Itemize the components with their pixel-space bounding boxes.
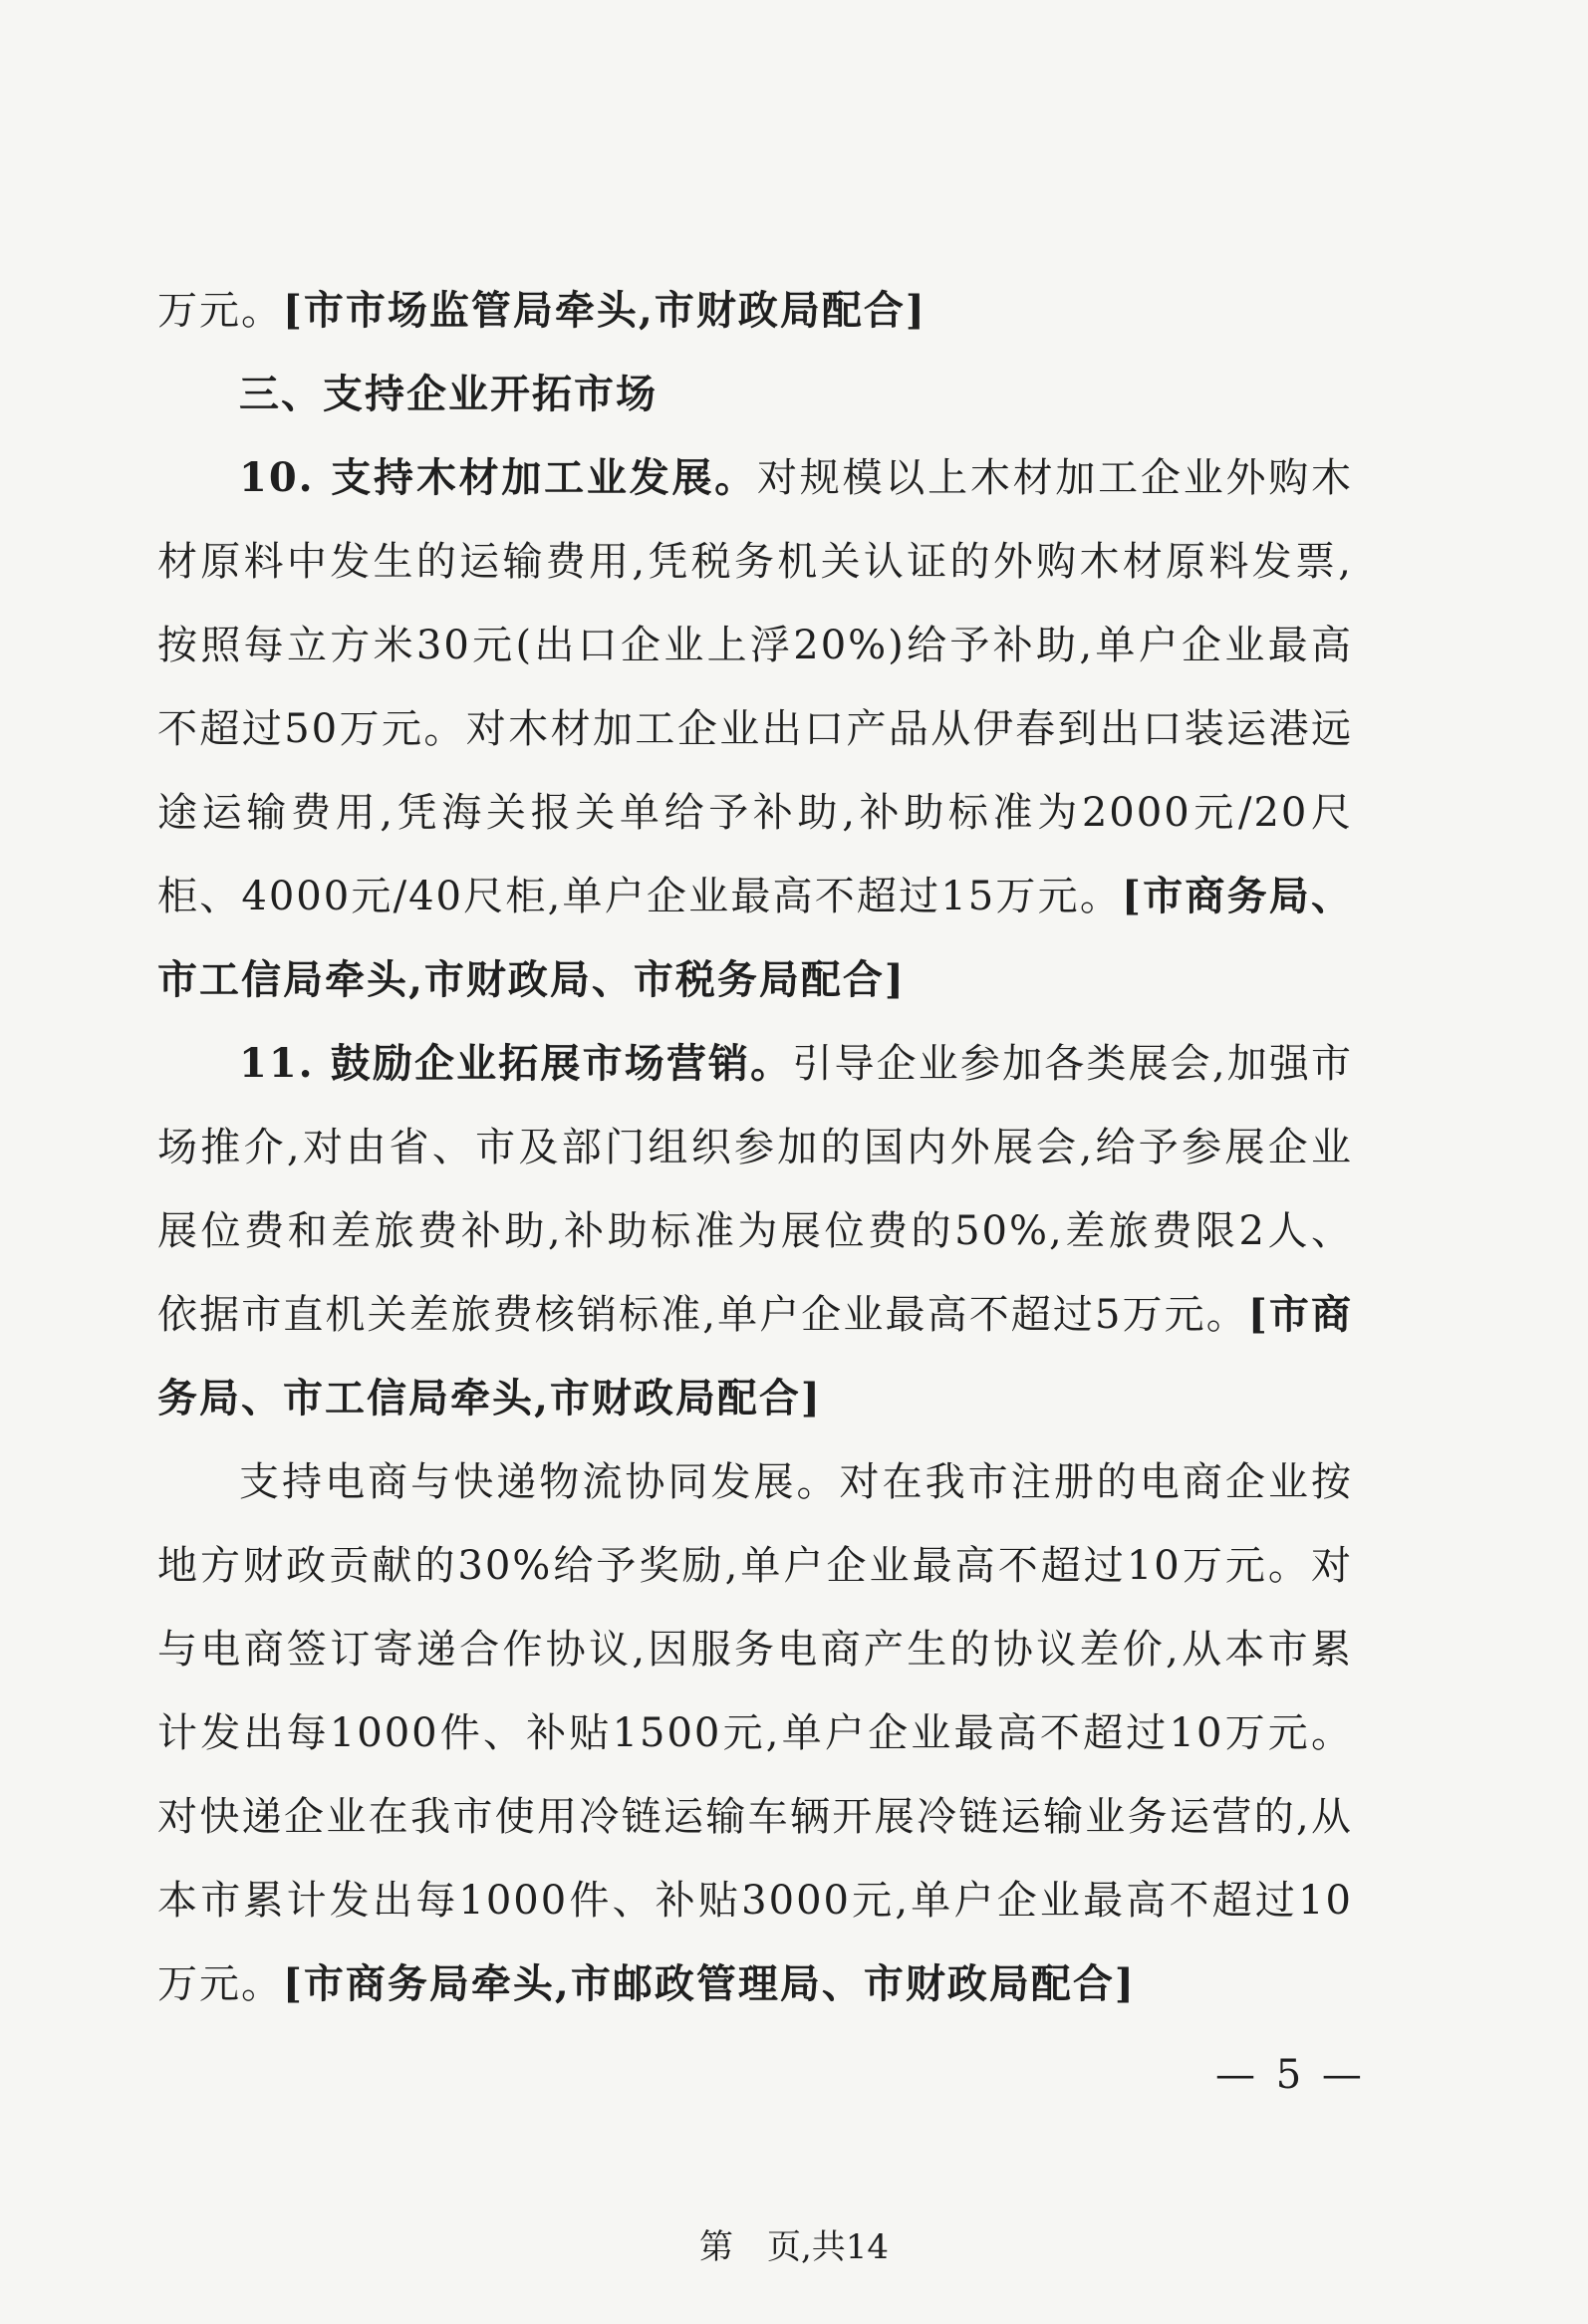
paragraph-11 xyxy=(157,1022,1353,1440)
responsibility-note: [市商务局、市工信局牵头,市财政局、市税务局配合] xyxy=(157,873,1353,1003)
responsibility-note: [市商务局牵头,市邮政管理局、市财政局配合] xyxy=(283,1960,1136,2007)
paragraph-text: 对规模以上木材加工企业外购木材原料中发生的运输费用,凭税务机关认证的外购木材原料发票,按照每立方米30元(出口企业上浮20%)给予补助,单户企业最高不超过50万元。对木材加工企业出口产品从伊春到出口装运港远途运输费用,凭海关报关单给予补助,补助标准为2000元/20尺柜、4000元/40尺柜,单户企业最高不超过15万元。 xyxy=(157,455,1354,919)
document-body xyxy=(157,269,1353,2026)
footer-prefix: 第 xyxy=(698,2227,733,2267)
section-heading: 三、支持企业开拓市场 xyxy=(239,371,658,417)
paragraph-10 xyxy=(157,436,1353,1022)
page-number: — 5 — xyxy=(1215,2052,1366,2098)
responsibility-note: [市市场监管局牵头,市财政局配合] xyxy=(283,287,926,334)
paragraph-text: 引导企业参加各类展会,加强市场推介,对由省、市及部门组织参加的国内外展会,给予参展企业展位费和差旅费补助,补助标准为展位费的50%,差旅费限2人、依据市直机关差旅费核销标准,单户企业最高不超过5万元。 xyxy=(157,1041,1354,1338)
paragraph-text: 万元。 xyxy=(157,288,283,334)
item-title: 11. 鼓励企业拓展市场营销。 xyxy=(239,1040,793,1087)
item-title: 10. 支持木材加工业发展。 xyxy=(239,454,757,501)
paragraph-12 xyxy=(157,1440,1353,2026)
responsibility-note: [市商务局、市工信局牵头,市财政局配合] xyxy=(157,1291,1353,1421)
footer-suffix: 页,共14 xyxy=(766,2227,890,2267)
paragraph-text: 支持电商与快递物流协同发展。对在我市注册的电商企业按地方财政贡献的30%给予奖励,单户企业最高不超过10万元。对与电商签订寄递合作协议,因服务电商产生的协议差价,从本市累计发出每1000件、补贴1500元,单户企业最高不超过10万元。对快递企业在我市使用冷链运输车辆开展冷链运输业务运营的,从本市累计发出每1000件、补贴3000元,单户企业最高不超过10万元。 xyxy=(157,1459,1353,2007)
paragraph-continued xyxy=(157,269,1353,353)
page-footer xyxy=(0,2219,1588,2268)
